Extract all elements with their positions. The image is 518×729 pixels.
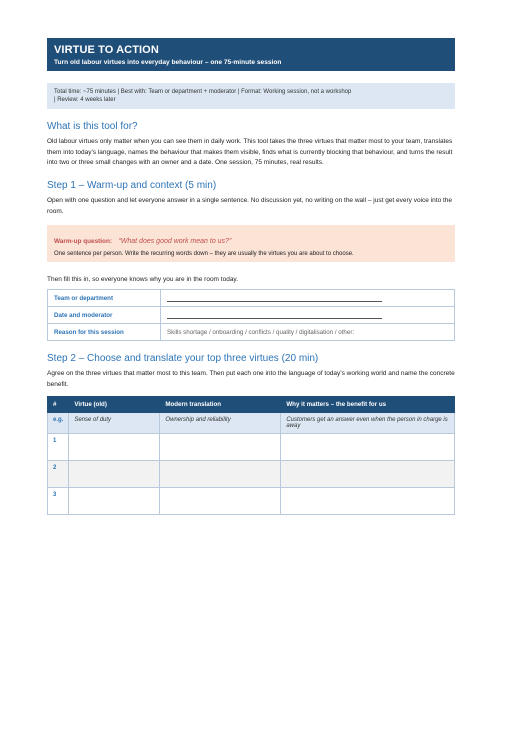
page-subtitle: Turn old labour virtues into everyday behaviour – one 75-minute session xyxy=(54,59,282,66)
virtue-cell[interactable] xyxy=(69,433,160,460)
row-number: 2 xyxy=(48,460,69,487)
translation-cell[interactable] xyxy=(160,433,281,460)
table-row xyxy=(48,460,455,487)
benefit-cell[interactable] xyxy=(281,460,455,487)
table-header-row xyxy=(48,396,455,412)
benefit-cell[interactable] xyxy=(281,487,455,514)
benefit-cell[interactable] xyxy=(281,433,455,460)
table-row-example xyxy=(48,412,455,433)
title-banner xyxy=(47,38,455,71)
column-header-number: # xyxy=(48,396,69,412)
virtue-cell[interactable] xyxy=(69,487,160,514)
session-info-box xyxy=(47,83,455,109)
fill-in-intro: Then fill this in, so everyone knows why you are in the room today. xyxy=(47,276,239,284)
column-header-benefit: Why it matters – the benefit for us xyxy=(281,396,455,412)
virtues-table xyxy=(47,396,455,515)
section-heading-step2: Step 2 – Choose and translate your top three virtues (20 min) xyxy=(47,353,319,365)
context-form-table xyxy=(47,289,455,341)
translation-cell[interactable] xyxy=(160,487,281,514)
form-field-reason[interactable]: Skills shortage / onboarding / conflicts / quality / digitalisation / other: xyxy=(161,324,455,341)
session-info-line-2: | Review: 4 weeks later xyxy=(54,97,116,104)
row-number: 1 xyxy=(48,433,69,460)
virtue-cell[interactable] xyxy=(69,460,160,487)
section-heading-step1: Step 1 – Warm-up and context (5 min) xyxy=(47,180,217,192)
translation-cell[interactable] xyxy=(160,460,281,487)
table-row xyxy=(48,487,455,514)
form-row-reason xyxy=(48,324,455,341)
write-line xyxy=(167,294,382,302)
example-benefit: Customers get an answer even when the person in charge is away xyxy=(281,412,455,433)
form-field-date[interactable] xyxy=(161,307,455,324)
write-line xyxy=(167,311,382,319)
page-title: VIRTUE TO ACTION xyxy=(54,44,159,56)
form-label-reason: Reason for this session xyxy=(48,324,161,341)
warmup-callout xyxy=(47,225,455,262)
section-heading-purpose: What is this tool for? xyxy=(47,121,138,133)
example-virtue: Sense of duty xyxy=(69,412,160,433)
warmup-label: Warm-up question: xyxy=(54,238,112,246)
column-header-translation: Modern translation xyxy=(160,396,281,412)
column-header-virtue: Virtue (old) xyxy=(69,396,160,412)
session-info-line-1: Total time: ~75 minutes | Best with: Team or department + moderator | Format: Working session, not a workshop xyxy=(54,89,352,95)
table-row xyxy=(48,433,455,460)
section-body-step2: Agree on the three virtues that matter most to this team. Then put each one into the language of today’s working world and name the concrete benefit. xyxy=(47,370,455,388)
example-translation: Ownership and reliability xyxy=(160,412,281,433)
form-label-team: Team or department xyxy=(48,290,161,307)
warmup-question: “What does good work mean to us?” xyxy=(118,238,232,246)
form-field-team[interactable] xyxy=(161,290,455,307)
form-row-team xyxy=(48,290,455,307)
row-number: 3 xyxy=(48,487,69,514)
form-label-date: Date and moderator xyxy=(48,307,161,324)
warmup-note: One sentence per person. Write the recurring words down – they are usually the virtues you are about to choose. xyxy=(54,251,354,258)
page-content xyxy=(47,38,455,515)
section-body-step1: Open with one question and let everyone answer in a single sentence. No discussion yet, no writing on the wall – just get every voice into the room. xyxy=(47,197,453,215)
form-row-date xyxy=(48,307,455,324)
section-body-purpose: Old labour virtues only matter when you can see them in daily work. This tool takes the three virtues that matter most to your team, translates them into today’s language, names the behaviour that makes them visible, finds what is currently blocking that behaviour, and turns the result into two or three small changes with an owner and a date. One session, 75 minutes, real results. xyxy=(47,138,453,166)
example-number: e.g. xyxy=(48,412,69,433)
